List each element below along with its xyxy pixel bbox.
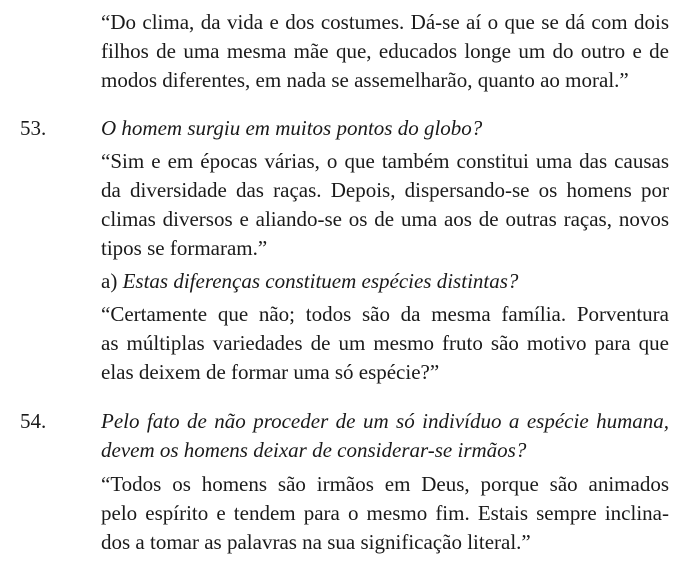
answer-53-line-1: “Sim e em épocas várias, o que também constitui uma das causas	[101, 149, 669, 173]
answer-54-line-1: “Todos os homens são irmãos em Deus, porque são animados	[101, 472, 669, 496]
answer-53-line-3: climas diversos e aliando-se os de uma aos de outras raças, novos	[101, 207, 669, 231]
question-54-line-2: devem os homens deixar de considerar-se irmãos?	[101, 438, 527, 462]
answer-53a-line-2: as múltiplas variedades de um mesmo fruto são motivo para que	[101, 331, 669, 355]
intro-line-2: filhos de uma mesma mãe que, educados longe um do outro e de	[101, 39, 669, 63]
question-number-53: 53.	[20, 116, 47, 140]
subquestion-53a-text: Estas diferenças constituem espécies distintas?	[122, 269, 519, 293]
answer-53-line-4: tipos se formaram.”	[101, 236, 268, 260]
subquestion-letter: a)	[101, 269, 118, 293]
question-53-text: O homem surgiu em muitos pontos do globo?	[101, 116, 483, 140]
question-54-line-1: Pelo fato de não proceder de um só indivíduo a espécie humana,	[101, 409, 669, 433]
answer-53a-line-3: elas deixem de formar uma só espécie?”	[101, 360, 440, 384]
answer-54-line-2: pelo espírito e tendem para o mesmo fim. Estais sempre inclina-	[101, 501, 669, 525]
answer-53-line-2: da diversidade das raças. Depois, dispersando-se os homens por	[101, 178, 669, 202]
intro-line-3: modos diferentes, em nada se assemelharão, quanto ao moral.”	[101, 68, 629, 92]
answer-53a-line-1: “Certamente que não; todos são da mesma família. Porventura	[101, 302, 669, 326]
subquestion-53a	[101, 267, 669, 296]
intro-line-1: “Do clima, da vida e dos costumes. Dá-se aí o que se dá com dois	[101, 10, 669, 34]
answer-54-line-3: dos a tomar as palavras na sua significação literal.”	[101, 530, 531, 554]
question-number-54: 54.	[20, 409, 47, 433]
